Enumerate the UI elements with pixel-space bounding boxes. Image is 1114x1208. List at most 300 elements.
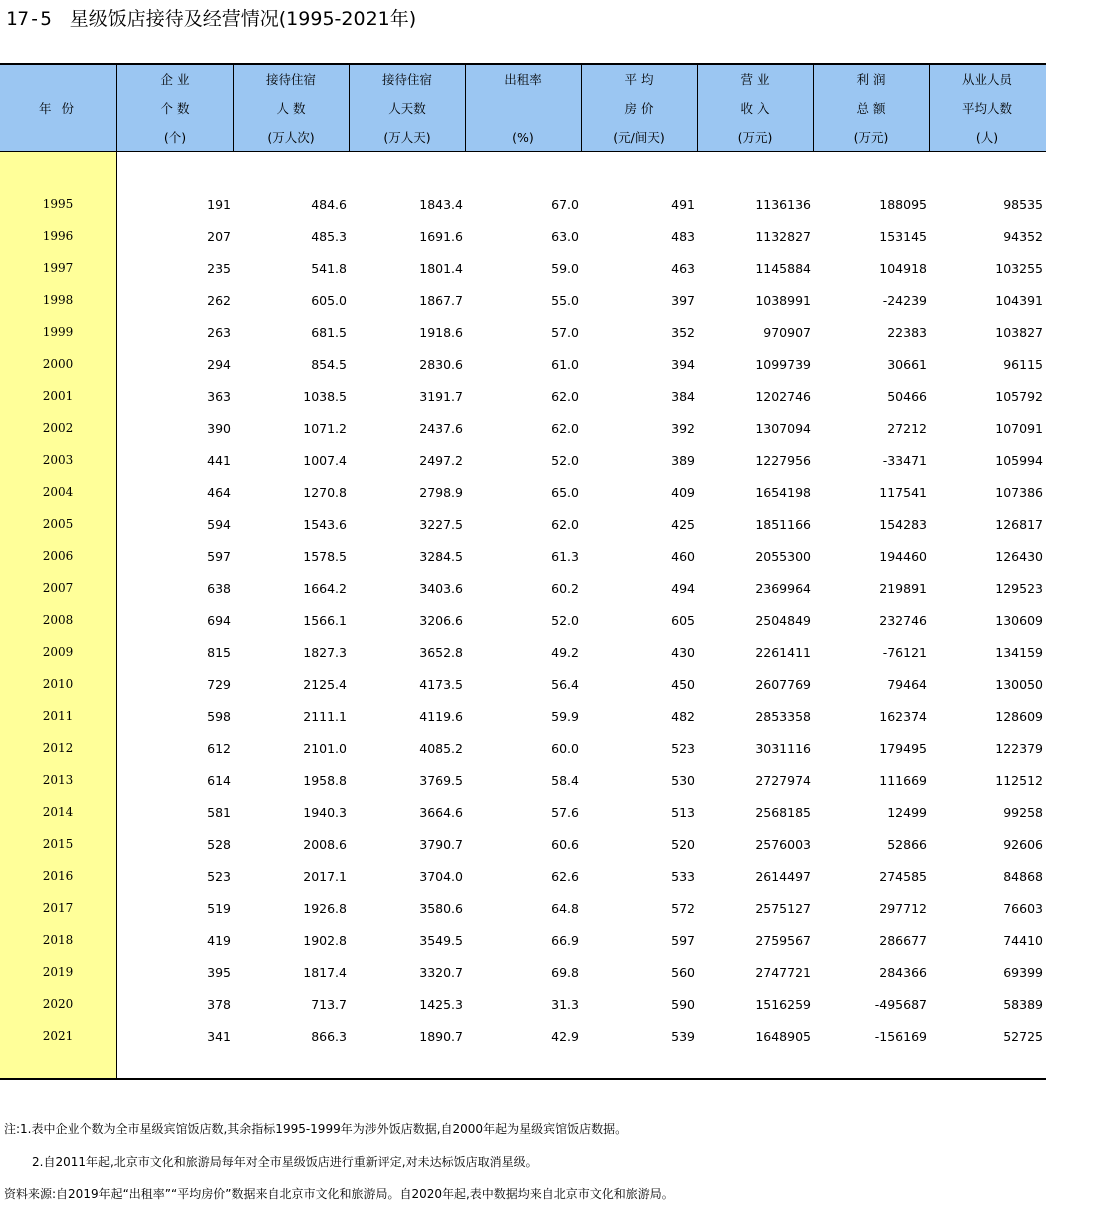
header-label-l1: 平 均 [624,72,654,87]
value-cell: 294 [207,357,231,372]
value-cell: 134159 [995,645,1043,660]
value-cell: 69.8 [551,965,579,980]
header-label-l2: 人 数 [276,101,306,116]
note-1: 注:1.表中企业个数为全市星级宾馆饭店数,其余指标1995-1999年为涉外饭店数据,自2000年起为星级宾馆饭店数据。 [4,1122,628,1136]
header-label-l1: 接待住宿 [381,72,432,87]
value-cell: 1071.2 [303,421,347,436]
value-cell: 69399 [1003,965,1043,980]
value-cell: 274585 [879,869,927,884]
header-cell [233,65,349,151]
value-cell: 56.4 [551,677,579,692]
value-cell: 394 [671,357,695,372]
table-row [0,765,1046,797]
value-cell: 1654198 [755,485,811,500]
value-cell: 3227.5 [419,517,463,532]
year-cell: 2013 [42,773,74,787]
value-cell: 491 [671,197,695,212]
year-cell: 2015 [42,837,74,851]
header-label-l3: (万元) [853,130,889,145]
value-cell: 57.6 [551,805,579,820]
header-label-l2: 个 数 [160,101,190,116]
value-cell: 1227956 [755,453,811,468]
header-label-l2: 房 价 [624,101,654,116]
value-cell: 1038991 [755,293,811,308]
value-cell: 389 [671,453,695,468]
header-cell [117,65,233,151]
value-cell: 560 [671,965,695,980]
year-cell: 2020 [42,997,74,1011]
value-cell: 2111.1 [303,709,347,724]
value-cell: 2576003 [755,837,811,852]
value-cell: 188095 [879,197,927,212]
value-cell: 1664.2 [303,581,347,596]
table-row [0,381,1046,413]
header-label-l1: 企 业 [160,72,190,87]
table-number: 17-5 [6,8,52,30]
value-cell: 1958.8 [303,773,347,788]
value-cell: 482 [671,709,695,724]
value-cell: 713.7 [311,997,347,1012]
header-label-l1: 营 业 [740,72,770,87]
value-cell: 1132827 [755,229,811,244]
table-row [0,701,1046,733]
value-cell: 866.3 [311,1029,347,1044]
value-cell: 2261411 [755,645,811,660]
value-cell: 262 [207,293,231,308]
value-cell: 111669 [879,773,927,788]
value-cell: 52725 [1003,1029,1043,1044]
value-cell: 3790.7 [419,837,463,852]
value-cell: 681.5 [311,325,347,340]
header-label-l3: (%) [512,130,534,145]
table-row [0,541,1046,573]
year-cell: 2021 [42,1029,74,1043]
value-cell: 3580.6 [419,901,463,916]
value-cell: 297712 [879,901,927,916]
value-cell: 1038.5 [303,389,347,404]
value-cell: 409 [671,485,695,500]
value-cell: 3549.5 [419,933,463,948]
header-label-l2: 年 份 [39,101,77,116]
value-cell: 638 [207,581,231,596]
value-cell: 126817 [995,517,1043,532]
header-rule [0,151,1046,152]
header-label-l2: 平均人数 [961,101,1012,116]
value-cell: -495687 [874,997,927,1012]
value-cell: 3403.6 [419,581,463,596]
value-cell: 2607769 [755,677,811,692]
value-cell: 430 [671,645,695,660]
value-cell: 162374 [879,709,927,724]
year-cell: 2002 [42,421,74,435]
value-cell: 105792 [995,389,1043,404]
header-cell [697,65,813,151]
value-cell: 12499 [887,805,927,820]
value-cell: 92606 [1003,837,1043,852]
table-row [0,445,1046,477]
year-cell: 1998 [42,293,74,307]
value-cell: 598 [207,709,231,724]
header-label-l3: (个) [163,130,187,145]
year-cell: 1995 [42,197,74,211]
value-cell: 62.0 [551,421,579,436]
header-label-l2: 人天数 [388,101,426,116]
value-cell: 2853358 [755,709,811,724]
value-cell: 2568185 [755,805,811,820]
value-cell: 128609 [995,709,1043,724]
header-divider [233,65,234,151]
value-cell: 425 [671,517,695,532]
value-cell: 3704.0 [419,869,463,884]
year-cell: 2010 [42,677,74,691]
value-cell: 1425.3 [419,997,463,1012]
value-cell: 94352 [1003,229,1043,244]
value-cell: 99258 [1003,805,1043,820]
value-cell: 130609 [995,613,1043,628]
value-cell: 59.0 [551,261,579,276]
table-row [0,605,1046,637]
value-cell: 2008.6 [303,837,347,852]
value-cell: 66.9 [551,933,579,948]
year-cell: 2014 [42,805,74,819]
year-cell: 2005 [42,517,74,531]
header-cell [465,65,581,151]
value-cell: 3652.8 [419,645,463,660]
value-cell: 2747721 [755,965,811,980]
table-row [0,189,1046,221]
header-label-l2: 总 额 [856,101,886,116]
value-cell: 1543.6 [303,517,347,532]
year-cell: 2000 [42,357,74,371]
value-cell: 1902.8 [303,933,347,948]
value-cell: 441 [207,453,231,468]
header-label-l3: (万人天) [383,130,431,145]
value-cell: 1202746 [755,389,811,404]
year-cell: 1996 [42,229,74,243]
value-cell: 1578.5 [303,549,347,564]
value-cell: 419 [207,933,231,948]
value-cell: 4119.6 [419,709,463,724]
value-cell: 1867.7 [419,293,463,308]
value-cell: 63.0 [551,229,579,244]
value-cell: 103255 [995,261,1043,276]
value-cell: 84868 [1003,869,1043,884]
page-title [6,6,416,32]
value-cell: 235 [207,261,231,276]
value-cell: 572 [671,901,695,916]
value-cell: 395 [207,965,231,980]
value-cell: 1566.1 [303,613,347,628]
value-cell: 1801.4 [419,261,463,276]
table-row [0,1021,1046,1053]
table-row [0,637,1046,669]
value-cell: 58389 [1003,997,1043,1012]
value-cell: 3206.6 [419,613,463,628]
value-cell: 729 [207,677,231,692]
value-cell: 3284.5 [419,549,463,564]
header-label-l3: (人) [975,130,999,145]
header-divider [465,65,466,151]
year-cell: 2007 [42,581,74,595]
year-cell: 2001 [42,389,74,403]
header-cell [813,65,929,151]
value-cell: 3320.7 [419,965,463,980]
value-cell: 612 [207,741,231,756]
value-cell: 2614497 [755,869,811,884]
value-cell: 519 [207,901,231,916]
value-cell: 450 [671,677,695,692]
value-cell: 112512 [995,773,1043,788]
value-cell: 207 [207,229,231,244]
value-cell: 60.0 [551,741,579,756]
value-cell: 528 [207,837,231,852]
header-divider [349,65,350,151]
value-cell: 103827 [995,325,1043,340]
table-row [0,285,1046,317]
table-row [0,413,1046,445]
value-cell: 1270.8 [303,485,347,500]
value-cell: 194460 [879,549,927,564]
value-cell: 3031116 [755,741,811,756]
value-cell: 581 [207,805,231,820]
year-cell: 2018 [42,933,74,947]
value-cell: 341 [207,1029,231,1044]
value-cell: 530 [671,773,695,788]
header-label-l2: 收 入 [740,101,770,116]
value-cell: 363 [207,389,231,404]
header-label-l1: 从业人员 [961,72,1012,87]
value-cell: 2798.9 [419,485,463,500]
value-cell: 2017.1 [303,869,347,884]
table-row [0,957,1046,989]
value-cell: -33471 [882,453,927,468]
year-cell: 2004 [42,485,74,499]
source-note: 资料来源:自2019年起“出租率”“平均房价”数据来自北京市文化和旅游局。自2020年起,表中数据均来自北京市文化和旅游局。 [4,1187,674,1201]
value-cell: 1516259 [755,997,811,1012]
year-cell: 2016 [42,869,74,883]
table-row [0,509,1046,541]
value-cell: 533 [671,869,695,884]
value-cell: 76603 [1003,901,1043,916]
value-cell: 384 [671,389,695,404]
header-label-l3: (元/间天) [613,130,665,145]
header-cell [349,65,465,151]
value-cell: 61.0 [551,357,579,372]
year-cell: 2017 [42,901,74,915]
value-cell: 22383 [887,325,927,340]
value-cell: 1307094 [755,421,811,436]
value-cell: 3769.5 [419,773,463,788]
value-cell: 523 [207,869,231,884]
value-cell: 2101.0 [303,741,347,756]
value-cell: 98535 [1003,197,1043,212]
value-cell: 284366 [879,965,927,980]
value-cell: 1145884 [755,261,811,276]
value-cell: 2759567 [755,933,811,948]
value-cell: 2369964 [755,581,811,596]
value-cell: 49.2 [551,645,579,660]
value-cell: 590 [671,997,695,1012]
value-cell: 30661 [887,357,927,372]
value-cell: 390 [207,421,231,436]
value-cell: 64.8 [551,901,579,916]
value-cell: 694 [207,613,231,628]
value-cell: 122379 [995,741,1043,756]
year-cell: 2011 [42,709,74,723]
value-cell: 1136136 [755,197,811,212]
table-row [0,253,1046,285]
value-cell: 352 [671,325,695,340]
value-cell: 494 [671,581,695,596]
value-cell: 126430 [995,549,1043,564]
header-divider [581,65,582,151]
value-cell: 392 [671,421,695,436]
table-row [0,221,1046,253]
value-cell: 130050 [995,677,1043,692]
year-cell: 2019 [42,965,74,979]
value-cell: 65.0 [551,485,579,500]
value-cell: 104918 [879,261,927,276]
value-cell: 1007.4 [303,453,347,468]
value-cell: 2830.6 [419,357,463,372]
value-cell: 2727974 [755,773,811,788]
value-cell: 96115 [1003,357,1043,372]
value-cell: 513 [671,805,695,820]
table-row [0,349,1046,381]
value-cell: 104391 [995,293,1043,308]
value-cell: 129523 [995,581,1043,596]
table-row [0,797,1046,829]
value-cell: 1851166 [755,517,811,532]
year-cell: 1997 [42,261,74,275]
value-cell: 62.6 [551,869,579,884]
value-cell: 31.3 [551,997,579,1012]
value-cell: 464 [207,485,231,500]
header-cell [0,65,116,151]
value-cell: 1940.3 [303,805,347,820]
header-label-l3: (万元) [737,130,773,145]
value-cell: 2437.6 [419,421,463,436]
value-cell: 2055300 [755,549,811,564]
bottom-rule [0,1078,1046,1080]
value-cell: 523 [671,741,695,756]
value-cell: 52.0 [551,453,579,468]
value-cell: 60.2 [551,581,579,596]
value-cell: 1691.6 [419,229,463,244]
value-cell: 4173.5 [419,677,463,692]
value-cell: 232746 [879,613,927,628]
value-cell: 854.5 [311,357,347,372]
value-cell: 55.0 [551,293,579,308]
value-cell: 463 [671,261,695,276]
value-cell: 107386 [995,485,1043,500]
value-cell: 153145 [879,229,927,244]
table-row [0,893,1046,925]
header-label-l1: 出租率 [504,72,542,87]
value-cell: 2497.2 [419,453,463,468]
value-cell: 107091 [995,421,1043,436]
value-cell: 42.9 [551,1029,579,1044]
value-cell: 539 [671,1029,695,1044]
year-cell: 2012 [42,741,74,755]
value-cell: 62.0 [551,517,579,532]
value-cell: 50466 [887,389,927,404]
value-cell: 520 [671,837,695,852]
value-cell: 541.8 [311,261,347,276]
year-cell: 2006 [42,549,74,563]
value-cell: 52866 [887,837,927,852]
table-row [0,733,1046,765]
value-cell: 2575127 [755,901,811,916]
value-cell: 57.0 [551,325,579,340]
value-cell: 483 [671,229,695,244]
header-cell [929,65,1045,151]
value-cell: -76121 [882,645,927,660]
table-row [0,925,1046,957]
value-cell: 52.0 [551,613,579,628]
table-row [0,573,1046,605]
value-cell: 27212 [887,421,927,436]
table-row [0,317,1046,349]
value-cell: 815 [207,645,231,660]
value-cell: 74410 [1003,933,1043,948]
header-label-l3: (万人次) [267,130,315,145]
value-cell: 485.3 [311,229,347,244]
value-cell: 614 [207,773,231,788]
header-cell [581,65,697,151]
header-divider [813,65,814,151]
value-cell: 1827.3 [303,645,347,660]
value-cell: 1648905 [755,1029,811,1044]
value-cell: 460 [671,549,695,564]
value-cell: 2504849 [755,613,811,628]
header-divider [929,65,930,151]
value-cell: 3191.7 [419,389,463,404]
year-cell: 2003 [42,453,74,467]
value-cell: 4085.2 [419,741,463,756]
year-cell: 2008 [42,613,74,627]
value-cell: 597 [207,549,231,564]
table-row [0,477,1046,509]
value-cell: 1890.7 [419,1029,463,1044]
value-cell: 597 [671,933,695,948]
value-cell: -156169 [874,1029,927,1044]
data-table [0,63,1046,1080]
value-cell: 605.0 [311,293,347,308]
value-cell: 179495 [879,741,927,756]
value-cell: 60.6 [551,837,579,852]
value-cell: 62.0 [551,389,579,404]
table-row [0,989,1046,1021]
value-cell: 2125.4 [303,677,347,692]
value-cell: 79464 [887,677,927,692]
value-cell: 191 [207,197,231,212]
value-cell: 970907 [763,325,811,340]
table-title: 星级饭店接待及经营情况(1995-2021年) [69,8,417,30]
value-cell: -24239 [882,293,927,308]
value-cell: 61.3 [551,549,579,564]
header-label-l1: 利 润 [856,72,886,87]
table-row [0,669,1046,701]
table-row [0,861,1046,893]
table-row [0,829,1046,861]
value-cell: 1926.8 [303,901,347,916]
value-cell: 484.6 [311,197,347,212]
value-cell: 397 [671,293,695,308]
year-cell: 2009 [42,645,74,659]
value-cell: 67.0 [551,197,579,212]
value-cell: 1099739 [755,357,811,372]
